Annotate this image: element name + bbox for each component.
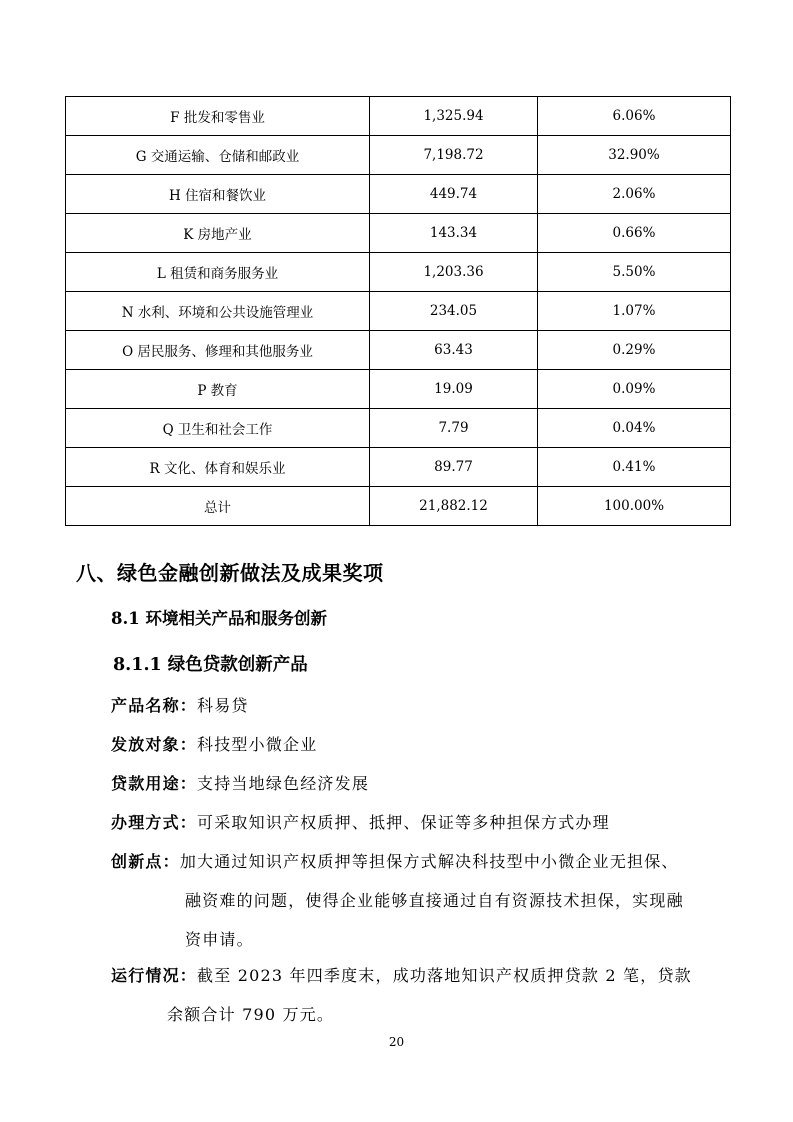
amount-cell: 449.74	[370, 175, 538, 214]
percentage-cell: 1.07%	[538, 292, 731, 331]
table-row	[66, 97, 731, 136]
percentage-cell: 2.06%	[538, 175, 731, 214]
industry-name-cell: K 房地产业	[66, 214, 370, 253]
table-row	[66, 136, 731, 175]
table-row	[66, 292, 731, 331]
field-value-line: 加大通过知识产权质押等担保方式解决科技型中小微企业无担保、	[179, 852, 679, 871]
percentage-cell: 5.50%	[538, 253, 731, 292]
subsection-heading: 8.1 环境相关产品和服务创新	[111, 609, 327, 628]
industry-name-cell: N 水利、环境和公共设施管理业	[66, 292, 370, 331]
field-label: 发放对象：	[111, 735, 198, 754]
table-row	[66, 370, 731, 409]
field-label: 产品名称：	[111, 696, 198, 715]
table-row	[66, 214, 731, 253]
percentage-cell: 0.04%	[538, 409, 731, 448]
industry-name-cell: P 教育	[66, 370, 370, 409]
amount-cell: 7.79	[370, 409, 538, 448]
percentage-cell: 0.29%	[538, 331, 731, 370]
industry-loan-table	[65, 96, 731, 526]
amount-cell: 1,203.36	[370, 253, 538, 292]
percentage-cell: 0.66%	[538, 214, 731, 253]
industry-name-cell: G 交通运输、仓储和邮政业	[66, 136, 370, 175]
field-value: 科技型小微企业	[197, 735, 318, 754]
field-value: 支持当地绿色经济发展	[197, 774, 370, 793]
industry-name-cell: H 住宿和餐饮业	[66, 175, 370, 214]
field-label: 办理方式：	[111, 813, 198, 832]
amount-cell: 143.34	[370, 214, 538, 253]
table-total-row	[66, 487, 731, 526]
table-row	[66, 175, 731, 214]
table-row	[66, 253, 731, 292]
product-name-field	[111, 686, 741, 725]
page-number: 20	[388, 1035, 405, 1049]
total-amount-cell: 21,882.12	[370, 487, 538, 526]
field-value-line: 资申请。	[185, 930, 254, 949]
field-value-line: 截至 2023 年四季度末，成功落地知识产权质押贷款 2 笔，贷款	[197, 966, 692, 985]
amount-cell: 1,325.94	[370, 97, 538, 136]
field-label: 贷款用途：	[111, 774, 198, 793]
field-label: 运行情况：	[111, 966, 198, 985]
sub-subsection-heading: 8.1.1 绿色贷款创新产品	[113, 655, 308, 675]
section-heading: 八、绿色金融创新做法及成果奖项	[76, 561, 384, 585]
industry-name-cell: O 居民服务、修理和其他服务业	[66, 331, 370, 370]
percentage-cell: 32.90%	[538, 136, 731, 175]
amount-cell: 234.05	[370, 292, 538, 331]
industry-name-cell: F 批发和零售业	[66, 97, 370, 136]
loan-use-field	[111, 764, 741, 803]
percentage-cell: 0.41%	[538, 448, 731, 487]
industry-name-cell: R 文化、体育和娱乐业	[66, 448, 370, 487]
status-field	[111, 956, 741, 1034]
amount-cell: 7,198.72	[370, 136, 538, 175]
percentage-cell: 6.06%	[538, 97, 731, 136]
method-field	[111, 803, 741, 842]
target-field	[111, 725, 741, 764]
total-percentage-cell: 100.00%	[538, 487, 731, 526]
amount-cell: 89.77	[370, 448, 538, 487]
table-row	[66, 409, 731, 448]
percentage-cell: 0.09%	[538, 370, 731, 409]
amount-cell: 63.43	[370, 331, 538, 370]
field-value-line: 余额合计 790 万元。	[167, 1005, 335, 1024]
table-row	[66, 448, 731, 487]
industry-name-cell: L 租赁和商务服务业	[66, 253, 370, 292]
field-label: 创新点：	[111, 852, 180, 871]
field-value: 可采取知识产权质押、抵押、保证等多种担保方式办理	[197, 813, 610, 832]
field-value: 科易贷	[197, 696, 249, 715]
industry-name-cell: Q 卫生和社会工作	[66, 409, 370, 448]
table-row	[66, 331, 731, 370]
amount-cell: 19.09	[370, 370, 538, 409]
field-value-line: 融资难的问题，使得企业能够直接通过自有资源技术担保，实现融	[185, 891, 684, 910]
total-label-cell: 总计	[66, 487, 370, 526]
innovation-field	[111, 842, 741, 959]
